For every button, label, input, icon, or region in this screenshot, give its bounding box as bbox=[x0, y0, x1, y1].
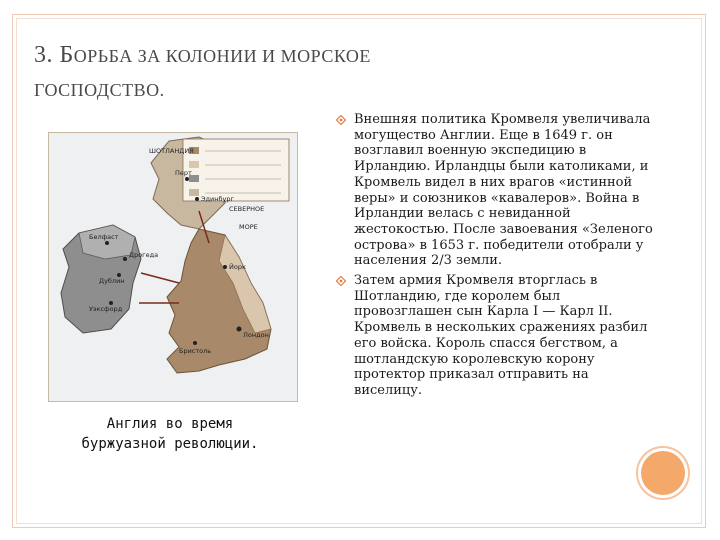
legend-swatch-2 bbox=[189, 161, 199, 168]
map-label-drogheda: Дрогеда bbox=[129, 251, 159, 259]
map-label-sea-north: СЕВЕРНОЕ bbox=[229, 205, 265, 213]
title-line-2: ГОСПОДСТВО. bbox=[34, 80, 165, 100]
bullet-item bbox=[336, 112, 656, 269]
bullet-text: Внешняя политика Кромвеля увеличивала могущество Англии. Еще в 1649 г. он возглавил военную экспедицию в Ирландию. Ирландцы были католиками, и Кромвель видел в них врагов «истинной веры» и союзников «кавалеров». Война в Ирландии велась с невиданной жестокостью. После завоевания «Зеленого острова» в 1653 г. победители отобрали у населения 2/3 земли. bbox=[354, 112, 653, 269]
historical-map bbox=[48, 132, 298, 402]
map-caption-line-1: Англия во время bbox=[106, 416, 234, 432]
map-caption bbox=[40, 414, 300, 454]
decorative-circle bbox=[641, 451, 685, 495]
title-initial: 3. Б bbox=[34, 42, 74, 68]
page-title bbox=[34, 38, 554, 107]
map-label-sea-more: МОРЕ bbox=[239, 223, 258, 231]
map-label-wexford: Уэксфорд bbox=[89, 305, 123, 313]
map-label-belfast: Белфаст bbox=[89, 233, 119, 241]
diamond-bullet-icon bbox=[336, 276, 346, 286]
bullet-item bbox=[336, 273, 656, 399]
bullet-list bbox=[336, 112, 656, 403]
legend-swatch-4 bbox=[189, 189, 199, 196]
map-label-perth: Перт bbox=[175, 169, 192, 177]
map-label-york: Йорк bbox=[229, 263, 246, 271]
diamond-bullet-icon bbox=[336, 115, 346, 125]
title-rest: ОРЬБА ЗА КОЛОНИИ И МОРСКОЕ bbox=[73, 46, 371, 66]
title-line-1 bbox=[34, 38, 554, 73]
bullet-text: Затем армия Кромвеля вторглась в Шотландию, где королем был провозглашен сын Карла I — Карл II. Кромвель в нескольких сражениях разбил его войска. Король спасся бегством, а шотландскую королевскую корону протектор приказал отправить на виселицу. bbox=[354, 273, 648, 398]
map-label-bristol: Бристоль bbox=[179, 347, 212, 355]
map-label-london: Лондон bbox=[243, 331, 269, 339]
map-label-dublin: Дублин bbox=[99, 277, 125, 285]
map-caption-line-2: буржуазной революции. bbox=[81, 436, 259, 452]
map-label-scotland: ШОТЛАНДИЯ bbox=[149, 147, 194, 155]
map-illustration bbox=[49, 133, 297, 401]
map-label-edinburgh: Эдинбург bbox=[201, 195, 234, 203]
